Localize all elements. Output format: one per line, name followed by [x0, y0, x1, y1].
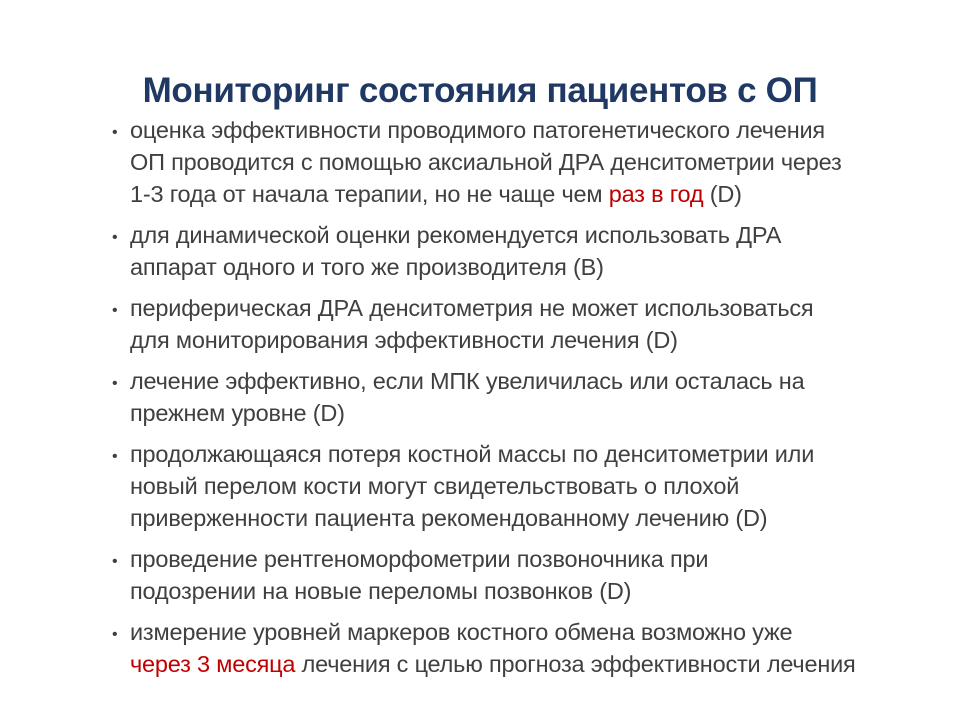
bullet-text: оценка эффективности проводимого патогенетического лечения: [130, 117, 825, 143]
bullet-dot-icon: •: [112, 553, 118, 570]
bullet-line: [130, 324, 932, 356]
bullet-line: [130, 648, 932, 680]
bullet-text: для мониторирования эффективности лечения (D): [130, 327, 678, 353]
bullet-text: подозрении на новые переломы позвонков (D): [130, 578, 632, 604]
bullet-text: измерение уровней маркеров костного обмена возможно уже: [130, 619, 793, 645]
bullet-text: 1-3 года от начала терапии, но не чаще чем: [130, 181, 609, 207]
bullet-text: приверженности пациента рекомендованному лечению (D): [130, 505, 768, 531]
bullet-item: [112, 543, 932, 607]
bullet-text: ОП проводится с помощью аксиальной ДРА денситометрии через: [130, 149, 842, 175]
bullet-dot-icon: •: [112, 375, 118, 392]
bullet-line: [130, 114, 932, 146]
bullet-line: [130, 365, 932, 397]
bullet-item: [112, 114, 932, 210]
slide-title: Мониторинг состояния пациентов с ОП: [142, 71, 818, 111]
bullet-item: [112, 438, 932, 534]
bullet-line: [130, 438, 932, 470]
bullet-dot-icon: •: [112, 229, 118, 246]
bullet-text: прежнем уровне (D): [130, 400, 345, 426]
bullet-dot-icon: •: [112, 124, 118, 141]
bullet-text: лечения с целью прогноза эффективности лечения: [295, 651, 856, 677]
bullet-line: [130, 219, 932, 251]
highlighted-text: раз в год: [608, 181, 704, 207]
bullet-text: периферическая ДРА денситометрия не может использоваться: [130, 295, 814, 321]
bullet-line: [130, 397, 932, 429]
bullet-line: [130, 178, 932, 210]
bullet-line: [130, 616, 932, 648]
bullet-line: [130, 470, 932, 502]
bullet-text: для динамической оценки рекомендуется использовать ДРА: [130, 222, 782, 248]
bullet-text: аппарат одного и того же производителя (B): [130, 254, 604, 280]
bullet-line: [130, 292, 932, 324]
highlighted-text: через 3 месяца: [130, 651, 296, 677]
bullet-text: (D): [703, 181, 742, 207]
bullet-line: [130, 251, 932, 283]
bullet-item: [112, 219, 932, 283]
bullet-dot-icon: •: [112, 448, 118, 465]
bullet-text: продолжающаяся потеря костной массы по денситометрии или: [130, 441, 815, 467]
bullet-dot-icon: •: [112, 302, 118, 319]
bullet-item: [112, 365, 932, 429]
bullet-text: проведение рентгеноморфометрии позвоночника при: [130, 546, 709, 572]
bullet-line: [130, 146, 932, 178]
bullet-list: [112, 114, 932, 689]
bullet-line: [130, 575, 932, 607]
bullet-text: новый перелом кости могут свидетельствовать о плохой: [130, 473, 740, 499]
bullet-text: лечение эффективно, если МПК увеличилась или осталась на: [130, 368, 805, 394]
bullet-line: [130, 543, 932, 575]
bullet-item: [112, 292, 932, 356]
bullet-dot-icon: •: [112, 626, 118, 643]
bullet-line: [130, 502, 932, 534]
bullet-item: [112, 616, 932, 680]
